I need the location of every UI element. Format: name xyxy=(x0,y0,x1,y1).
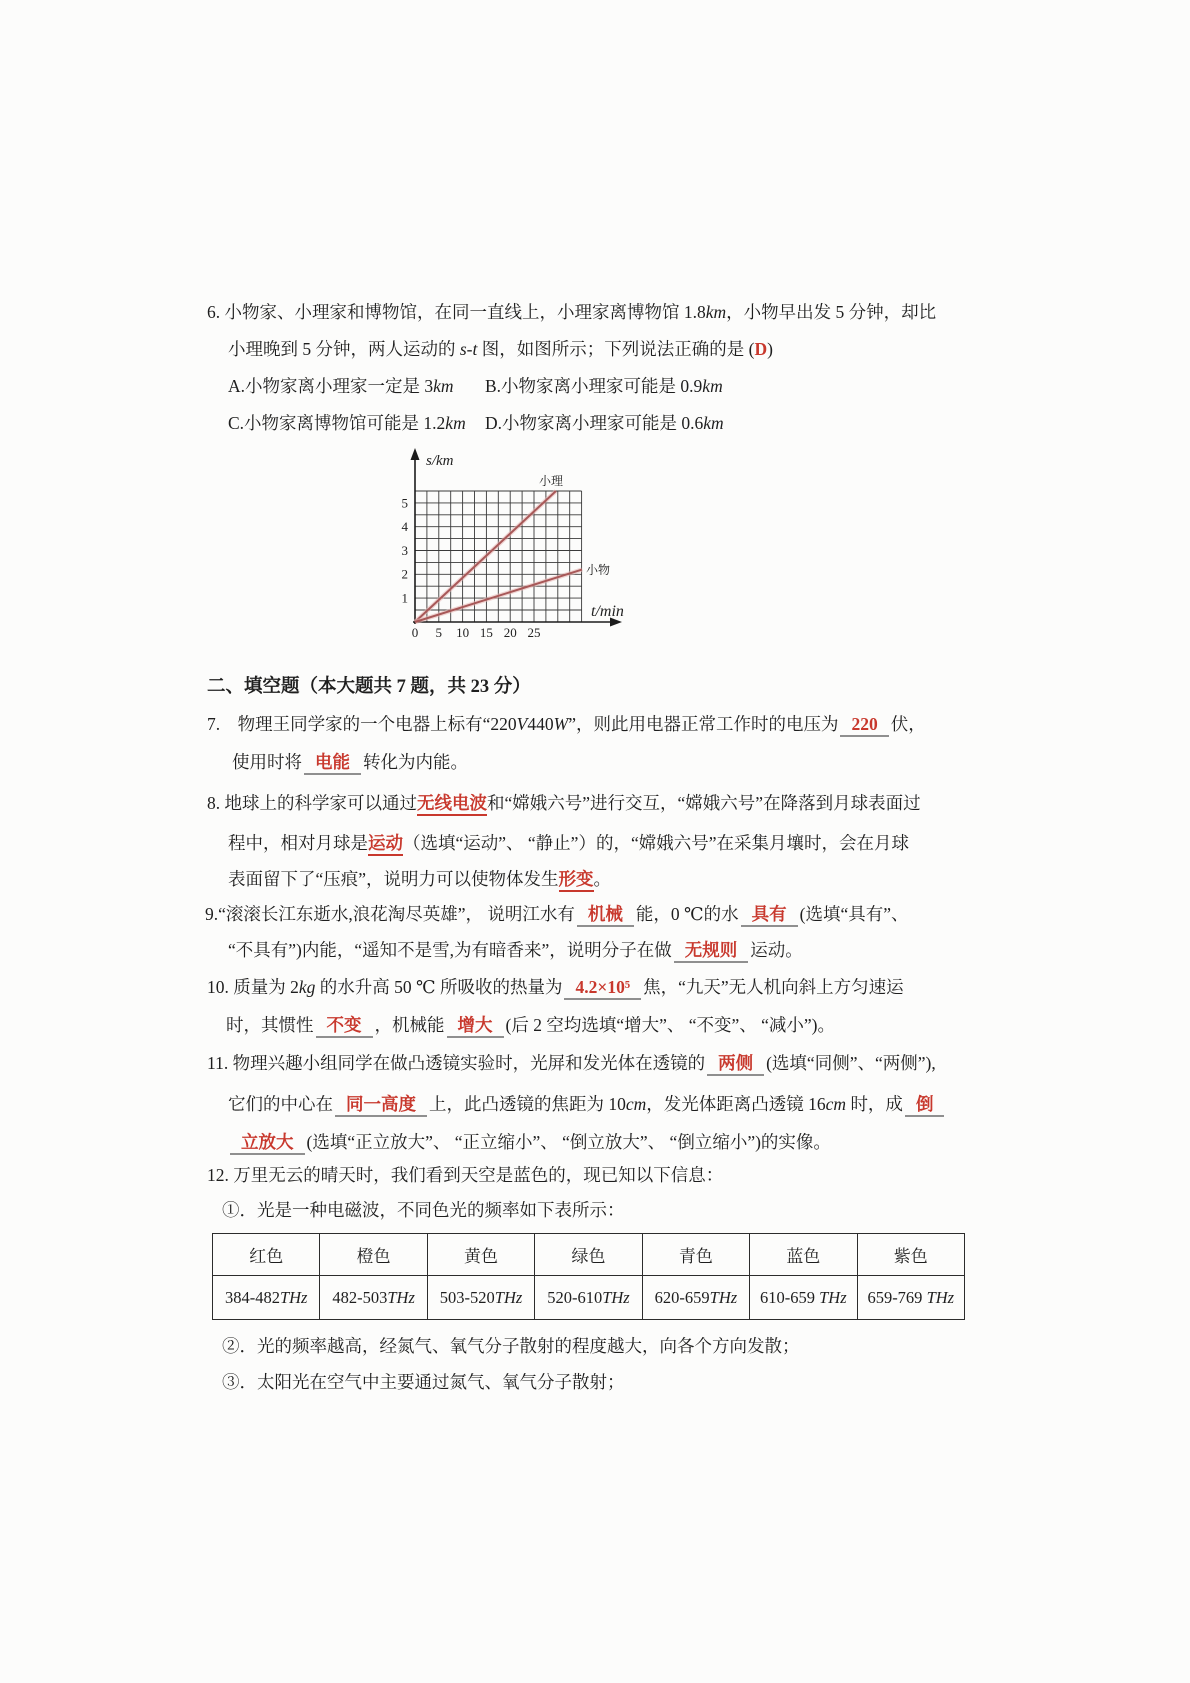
text-run-it: THz xyxy=(819,1287,847,1307)
x-tick-15: 15 xyxy=(479,625,493,640)
text-run: 能，0 ℃的水 xyxy=(635,904,739,924)
x-axis-title: t/min xyxy=(591,603,624,620)
text-run-it: THz xyxy=(709,1287,738,1307)
text-run-it: cm xyxy=(825,1094,847,1114)
text-run-it: km xyxy=(445,413,466,433)
text-run: (选填“具有”、 xyxy=(799,904,909,924)
text-run: 659-769 xyxy=(867,1287,927,1307)
header-yellow: 黄色 xyxy=(427,1234,534,1276)
text-run: 表面留下了“压痕”，说明力可以使物体发生 xyxy=(228,869,559,889)
text-run-it: km xyxy=(433,376,454,396)
table-value-row xyxy=(213,1276,965,1320)
text-run-ans: 4.2×10⁵ xyxy=(564,977,641,1000)
text-run-ans: 无规则 xyxy=(674,940,749,963)
question-12-line-1 xyxy=(207,1163,723,1187)
text-run: 620-659 xyxy=(654,1287,710,1307)
question-11-line-3 xyxy=(228,1130,831,1154)
text-run-ans: 具有 xyxy=(741,904,798,927)
text-run-it: THz xyxy=(602,1287,630,1307)
text-run-ans: 同一高度 xyxy=(335,1094,427,1117)
question-6-option-d xyxy=(485,411,724,435)
text-run-ans: 不变 xyxy=(316,1015,373,1038)
y-axis-arrow-icon xyxy=(411,448,420,460)
text-run-it: V xyxy=(516,714,528,734)
text-run: 。 xyxy=(593,869,612,889)
y-tick-4: 4 xyxy=(401,519,408,535)
text-run: ①．光是一种电磁波，不同色光的频率如下表所示： xyxy=(222,1200,625,1220)
text-run-it: THz xyxy=(494,1287,523,1307)
text-run: “不具有”)内能，“遥知不是雪,为有暗香来”，说明分子在做 xyxy=(228,940,672,960)
question-8-line-2 xyxy=(228,831,909,855)
text-run: 6. 小物家、小理家和博物馆，在同一直线上，小理家离博物馆 1.8 xyxy=(207,302,706,322)
text-run: 503-520 xyxy=(439,1287,495,1307)
text-run: (后 2 空均选填“增大”、 “不变”、 “减小”)。 xyxy=(505,1015,836,1035)
text-run: 520-610 xyxy=(547,1287,603,1307)
text-run: 焦，“九天”无人机向斜上方匀速运 xyxy=(643,977,904,997)
text-run: A.小物家离小理家一定是 3 xyxy=(228,376,434,396)
x-tick-5: 5 xyxy=(435,625,443,640)
text-run-red: D xyxy=(754,339,768,359)
question-9-line-1 xyxy=(205,902,909,926)
text-run: 11. 物理兴趣小组同学在做凸透镜实验时，光屏和发光体在透镜的 xyxy=(207,1053,706,1073)
text-run-it: km xyxy=(705,302,727,322)
text-run: 时，成 xyxy=(846,1094,903,1114)
text-run-ans: 立放大 xyxy=(230,1132,305,1155)
section-2-heading: 二、填空题（本大题共 7 题，共 23 分） xyxy=(207,677,531,697)
text-run: (选填“同侧”、“两侧”), xyxy=(766,1053,936,1073)
x-tick-10: 10 xyxy=(456,625,470,640)
freq-yellow xyxy=(427,1276,534,1320)
text-run-ansu: 无线电波 xyxy=(417,793,487,816)
text-run: （选填“运动”、 “静止”）的，“嫦娥六号”在采集月壤时，会在月球 xyxy=(403,833,909,853)
header-cyan: 青色 xyxy=(642,1234,749,1276)
text-run: 转化为内能。 xyxy=(363,752,468,772)
text-run-it: THz xyxy=(926,1287,955,1307)
x-tick-labels xyxy=(412,625,541,640)
freq-red xyxy=(213,1276,320,1320)
question-6-option-a xyxy=(228,374,454,398)
text-run-ans: 两侧 xyxy=(707,1053,764,1076)
text-run-ans: 机械 xyxy=(577,904,634,927)
question-12-item-1 xyxy=(222,1198,625,1222)
y-axis-title: s/km xyxy=(426,453,454,469)
x-tick-25: 25 xyxy=(527,625,541,640)
header-violet: 紫色 xyxy=(857,1234,964,1276)
text-run: 7. 物理王同学家的一个电器上标有“220 xyxy=(207,714,517,734)
text-run-it: W xyxy=(553,714,569,734)
freq-green xyxy=(535,1276,642,1320)
text-run: ，机械能 xyxy=(374,1015,445,1035)
text-run: ，小物早出发 5 分钟，却比 xyxy=(726,302,937,322)
question-11-line-1 xyxy=(207,1051,936,1075)
y-tick-1: 1 xyxy=(401,590,408,606)
question-12-item-3 xyxy=(222,1370,625,1394)
text-run-it: cm xyxy=(625,1094,647,1114)
xiaowu-label: 小物 xyxy=(586,563,611,577)
y-tick-5: 5 xyxy=(401,495,408,511)
freq-orange xyxy=(320,1276,427,1320)
freq-cyan xyxy=(642,1276,749,1320)
text-run: 10. 质量为 2 xyxy=(207,977,299,997)
text-run: 384-482 xyxy=(224,1287,280,1307)
table-header-row xyxy=(213,1234,965,1276)
text-run: 上，此凸透镜的焦距为 10 xyxy=(429,1094,626,1114)
text-run-ansu: 运动 xyxy=(368,833,403,856)
question-11-line-2 xyxy=(228,1092,946,1116)
question-8-line-1 xyxy=(207,791,921,815)
text-run: ，发光体距离凸透镜 16 xyxy=(646,1094,826,1114)
text-run: 伏， xyxy=(890,714,926,734)
text-run: ②．光的频率越高，经氮气、氧气分子散射的程度越大，向各个方向发散； xyxy=(222,1336,800,1356)
text-run: 的水升高 50 ℃ 所吸收的热量为 xyxy=(315,977,563,997)
question-6-option-c xyxy=(228,411,466,435)
x-tick-20: 20 xyxy=(503,625,517,640)
y-tick-2: 2 xyxy=(401,566,408,582)
text-run-it: kg xyxy=(298,977,316,997)
grid-lines xyxy=(415,491,582,622)
text-run-ans: 220 xyxy=(840,714,888,737)
text-run: 440 xyxy=(527,714,554,734)
question-8-line-3 xyxy=(228,867,611,891)
question-6-option-b xyxy=(485,374,723,398)
text-run-it: km xyxy=(703,413,724,433)
question-7-line-1 xyxy=(207,712,926,736)
freq-violet xyxy=(857,1276,964,1320)
xiaoli-line xyxy=(415,491,556,622)
text-run: ③．太阳光在空气中主要通过氮气、氧气分子散射； xyxy=(222,1372,625,1392)
text-run: 8. 地球上的科学家可以通过 xyxy=(207,793,417,813)
text-run: 程中，相对月球是 xyxy=(228,833,368,853)
y-tick-labels xyxy=(402,495,409,605)
text-run: 和“嫦娥六号”进行交互，“嫦娥六号”在降落到月球表面过 xyxy=(487,793,921,813)
header-red: 红色 xyxy=(213,1234,320,1276)
text-run: D.小物家离小理家可能是 0.6 xyxy=(485,413,704,433)
text-run: ) xyxy=(767,339,773,359)
question-9-line-2 xyxy=(228,938,803,962)
text-run: 使用时将 xyxy=(232,752,302,772)
header-green: 绿色 xyxy=(535,1234,642,1276)
question-6-line-1 xyxy=(207,300,936,324)
text-run: 小理晚到 5 分钟，两人运动的 xyxy=(228,339,460,359)
text-run: 9.“滚滚长江东逝水,浪花淘尽英雄”， 说明江水有 xyxy=(205,904,575,924)
text-run: 610-659 xyxy=(760,1287,820,1307)
question-7-line-2 xyxy=(232,750,468,774)
text-run: 运动。 xyxy=(750,940,803,960)
xiaoli-label: 小理 xyxy=(538,474,564,488)
text-run: C.小物家离博物馆可能是 1.2 xyxy=(228,413,446,433)
text-run: 12. 万里无云的晴天时，我们看到天空是蓝色的，现已知以下信息： xyxy=(207,1165,724,1185)
text-run: (选填“正立放大”、 “正立缩小”、 “倒立放大”、 “倒立缩小”)的实像。 xyxy=(306,1132,831,1152)
text-run: 图，如图所示；下列说法正确的是 ( xyxy=(477,339,755,359)
text-run: ”，则此用电器正常工作时的电压为 xyxy=(568,714,839,734)
freq-blue xyxy=(750,1276,857,1320)
text-run-it: s-t xyxy=(459,339,478,359)
text-run: 482-503 xyxy=(332,1287,388,1307)
color-frequency-table xyxy=(212,1233,965,1320)
text-run-ans: 电能 xyxy=(304,752,361,775)
question-6-line-2 xyxy=(228,337,773,361)
text-run: 它们的中心在 xyxy=(228,1094,333,1114)
text-run-ans: 倒 xyxy=(905,1094,945,1117)
x-tick-0: 0 xyxy=(411,625,419,640)
question-10-line-1 xyxy=(207,975,904,999)
text-run-ansu: 形变 xyxy=(559,869,594,892)
text-run: 时，其惯性 xyxy=(226,1015,314,1035)
header-orange: 橙色 xyxy=(320,1234,427,1276)
distance-time-graph xyxy=(380,440,630,640)
text-run-it: THz xyxy=(279,1287,308,1307)
text-run-it: THz xyxy=(387,1287,415,1307)
header-blue: 蓝色 xyxy=(750,1234,857,1276)
text-run: B.小物家离小理家可能是 0.9 xyxy=(485,376,703,396)
question-10-line-2 xyxy=(226,1013,835,1037)
text-run-ans: 增大 xyxy=(447,1015,504,1038)
text-run-it: km xyxy=(702,376,723,396)
y-tick-3: 3 xyxy=(401,542,408,558)
question-12-item-2 xyxy=(222,1334,800,1358)
